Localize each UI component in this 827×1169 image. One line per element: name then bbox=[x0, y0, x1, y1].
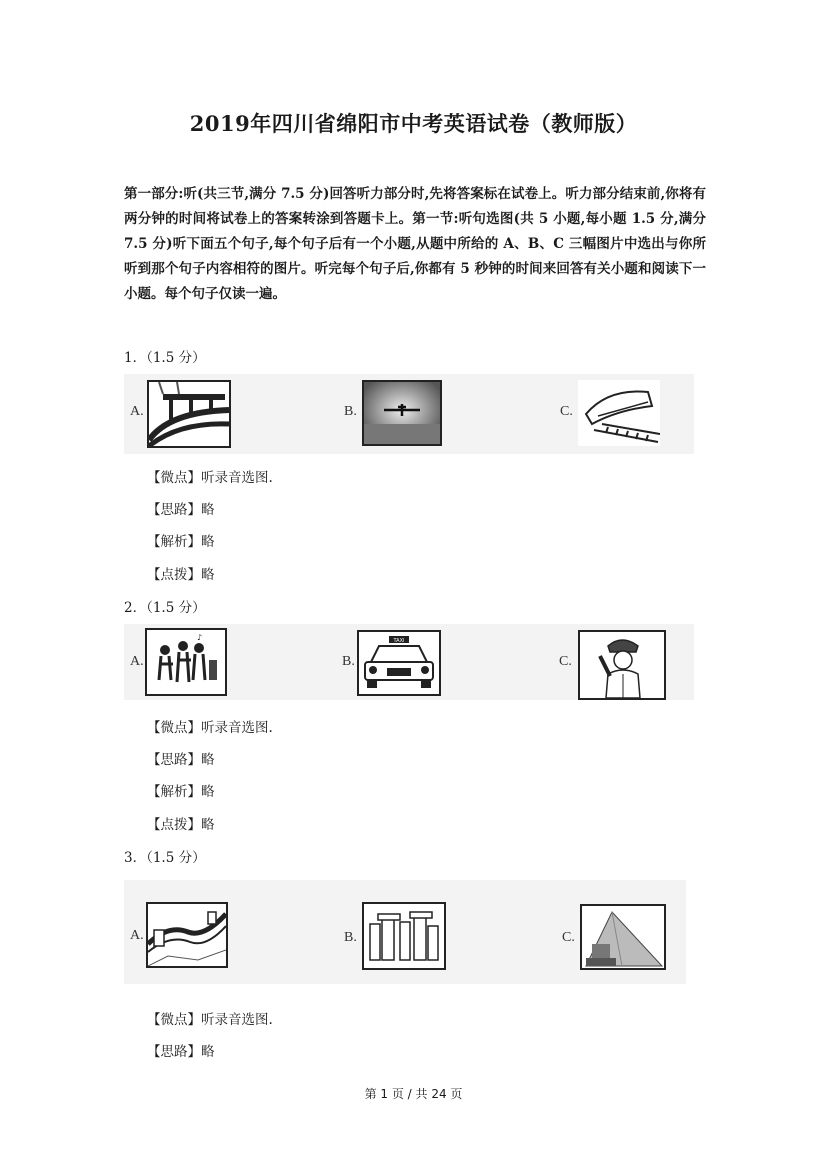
section-instructions: 第一部分:听(共三节,满分 7.5 分)回答听力部分时,先将答案标在试卷上。听力部分结束前,你将有两分钟的时间将试卷上的答案转涂到答题卡上。第一节:听句选图(共 5 小题,每小题 1.5 分,满分 7.5 分)听下面五个句子,每个句子后有一个小题,从题中所给的 A、B、C 三幅图片中选出与你所听到那个句子内容相符的图片。听完每个句子后,你都有 5 秒钟的时间来回答有关小题和阅读下一小题。每个句子仅读一遍。 bbox=[124, 186, 706, 302]
q3-option-c-label: C. bbox=[562, 930, 575, 945]
q1-analysis-idea: 【思路】略 bbox=[147, 502, 215, 518]
q1-option-c-label: C. bbox=[560, 404, 573, 419]
q3-stonehenge-image bbox=[362, 902, 446, 970]
q3-option-a-label: A. bbox=[130, 928, 144, 943]
q3-option-b-label: B. bbox=[344, 930, 357, 945]
document-title: 2019年四川省绵阳市中考英语试卷（教师版） bbox=[189, 111, 638, 136]
q1-analysis-explain: 【解析】略 bbox=[147, 534, 215, 550]
q3-great-wall-image bbox=[146, 902, 228, 968]
q3-pyramid-image bbox=[580, 904, 666, 970]
q2-option-a-label: A. bbox=[130, 654, 144, 669]
q2-analysis-point: 【微点】听录音选图. bbox=[147, 720, 273, 736]
q2-analysis-tip: 【点拨】略 bbox=[147, 817, 215, 833]
q1-option-a-label: A. bbox=[130, 404, 144, 419]
question-2-number: 2．（1.5 分） bbox=[124, 600, 206, 616]
q2-taxi-image bbox=[357, 630, 441, 696]
q2-people-image bbox=[145, 628, 227, 696]
q3-analysis-idea: 【思路】略 bbox=[147, 1044, 215, 1060]
question-3-number: 3．（1.5 分） bbox=[124, 850, 206, 866]
q3-analysis-point: 【微点】听录音选图. bbox=[147, 1012, 273, 1028]
question-1-number: 1．（1.5 分） bbox=[124, 350, 206, 366]
q1-analysis-tip: 【点拨】略 bbox=[147, 567, 215, 583]
q2-option-c-label: C. bbox=[559, 654, 572, 669]
q1-analysis-point: 【微点】听录音选图. bbox=[147, 470, 273, 486]
q2-analysis-explain: 【解析】略 bbox=[147, 784, 215, 800]
q2-police-image bbox=[578, 630, 666, 700]
q2-analysis-idea: 【思路】略 bbox=[147, 752, 215, 768]
page-footer: 第 1 页 / 共 24 页 bbox=[364, 1087, 463, 1101]
q1-train-image bbox=[578, 380, 660, 446]
taxi-sign-text: TAXI bbox=[393, 638, 405, 644]
q1-airplane-image bbox=[362, 380, 442, 446]
q2-option-b-label: B. bbox=[342, 654, 355, 669]
svg-text:♪: ♪ bbox=[197, 633, 203, 642]
q1-option-b-label: B. bbox=[344, 404, 357, 419]
q1-highway-image bbox=[147, 380, 231, 448]
